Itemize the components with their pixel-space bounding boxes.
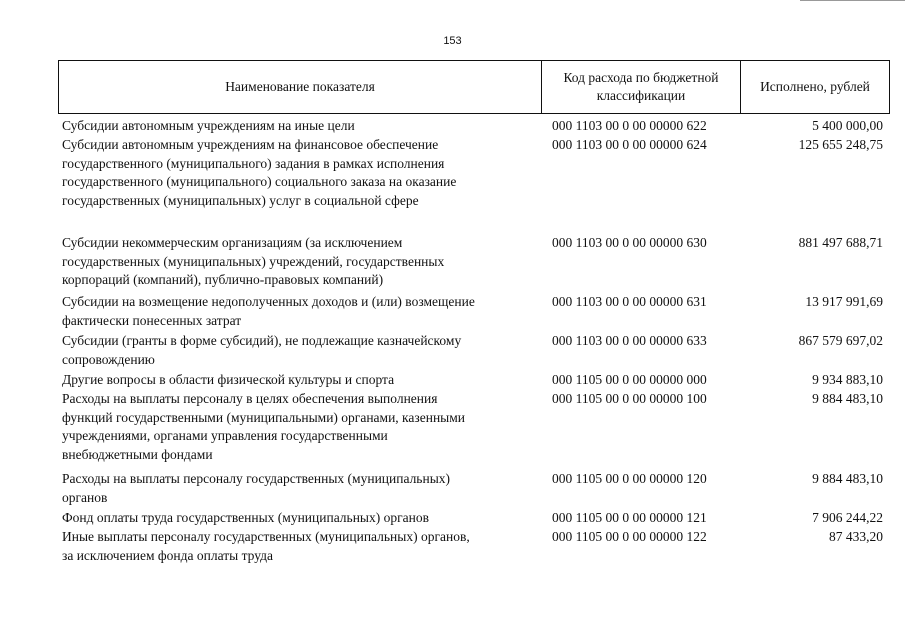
table-header (58, 60, 890, 114)
row-name-line: учреждениями, органами управления государственными (62, 428, 388, 444)
row-name-line: корпораций (компаний), публично-правовых компаний) (62, 272, 384, 288)
row-name-line: за исключением фонда оплаты труда (62, 547, 273, 563)
row-name-line: функций государственными (муниципальными) органами, казенными (62, 409, 466, 425)
header-amount-column (741, 61, 889, 113)
row-amount: 13 917 991,69 (805, 294, 883, 309)
scan-edge-line (800, 0, 905, 1)
row-name-line: государственного (муниципального) задания в рамках исполнения (62, 155, 445, 171)
row-name-line: Субсидии некоммерческим организациям (за исключением (62, 235, 403, 250)
row-name-line: фактически понесенных затрат (62, 312, 242, 328)
row-name (62, 332, 536, 369)
row-name (62, 293, 536, 330)
row-name-line: государственных (муниципальных) услуг в социальной сфере (62, 192, 419, 208)
row-amount: 7 906 244,22 (812, 510, 883, 525)
row-code: 000 1105 00 0 00 00000 121 (552, 510, 707, 525)
row-name-line: органов (62, 489, 108, 505)
row-name-line: Расходы на выплаты персоналу в целях обеспечения выполнения (62, 391, 438, 406)
row-amount: 867 579 697,02 (798, 333, 883, 348)
row-name (62, 117, 536, 136)
row-name (62, 136, 536, 210)
page-number: 153 (443, 35, 462, 47)
row-name (62, 528, 536, 565)
header-code-label (563, 69, 718, 105)
row-amount: 125 655 248,75 (798, 137, 883, 152)
row-code: 000 1103 00 0 00 00000 622 (552, 118, 707, 133)
row-code: 000 1105 00 0 00 00000 120 (552, 471, 707, 486)
row-amount: 5 400 000,00 (812, 118, 883, 133)
row-name-line: сопровождению (62, 351, 155, 367)
row-amount: 9 884 483,10 (812, 391, 883, 406)
row-name-line: Субсидии автономным учреждениям на иные цели (62, 118, 355, 133)
header-name-label: Наименование показателя (225, 79, 375, 94)
row-name-line: государственного (муниципального) социального заказа на оказание (62, 174, 457, 190)
row-code: 000 1105 00 0 00 00000 122 (552, 529, 707, 544)
row-name (62, 234, 536, 290)
row-name-line: Субсидии автономным учреждениям на финансовое обеспечение (62, 137, 439, 152)
header-name-column (59, 61, 542, 113)
row-amount: 9 884 483,10 (812, 471, 883, 486)
row-name (62, 390, 536, 464)
row-name-line: Субсидии на возмещение недополученных доходов и (или) возмещение (62, 294, 475, 309)
header-code-label-line1: Код расхода по бюджетной (563, 70, 719, 85)
row-name-line: Расходы на выплаты персоналу государственных (муниципальных) (62, 471, 451, 486)
row-code: 000 1103 00 0 00 00000 633 (552, 333, 707, 348)
row-name (62, 371, 536, 390)
row-amount: 87 433,20 (829, 529, 883, 544)
row-name (62, 470, 536, 507)
row-name-line: Субсидии (гранты в форме субсидий), не подлежащие казначейскому (62, 333, 462, 348)
row-name-line: Другие вопросы в области физической культуры и спорта (62, 372, 395, 387)
row-name-line: государственных (муниципальных) учреждений, государственных (62, 253, 445, 269)
header-code-label-line2: классификации (596, 88, 686, 103)
header-code-column (542, 61, 741, 113)
row-code: 000 1103 00 0 00 00000 624 (552, 137, 707, 152)
row-code: 000 1105 00 0 00 00000 000 (552, 372, 707, 387)
row-amount: 881 497 688,71 (798, 235, 883, 250)
row-code: 000 1105 00 0 00 00000 100 (552, 391, 707, 406)
row-name-line: Фонд оплаты труда государственных (муниципальных) органов (62, 510, 429, 525)
row-code: 000 1103 00 0 00 00000 630 (552, 235, 707, 250)
row-name-line: внебюджетными фондами (62, 446, 213, 462)
row-name (62, 509, 536, 528)
row-code: 000 1103 00 0 00 00000 631 (552, 294, 707, 309)
row-amount: 9 934 883,10 (812, 372, 883, 387)
row-name-line: Иные выплаты персоналу государственных (муниципальных) органов, (62, 529, 470, 544)
header-amount-label: Исполнено, рублей (760, 79, 870, 94)
